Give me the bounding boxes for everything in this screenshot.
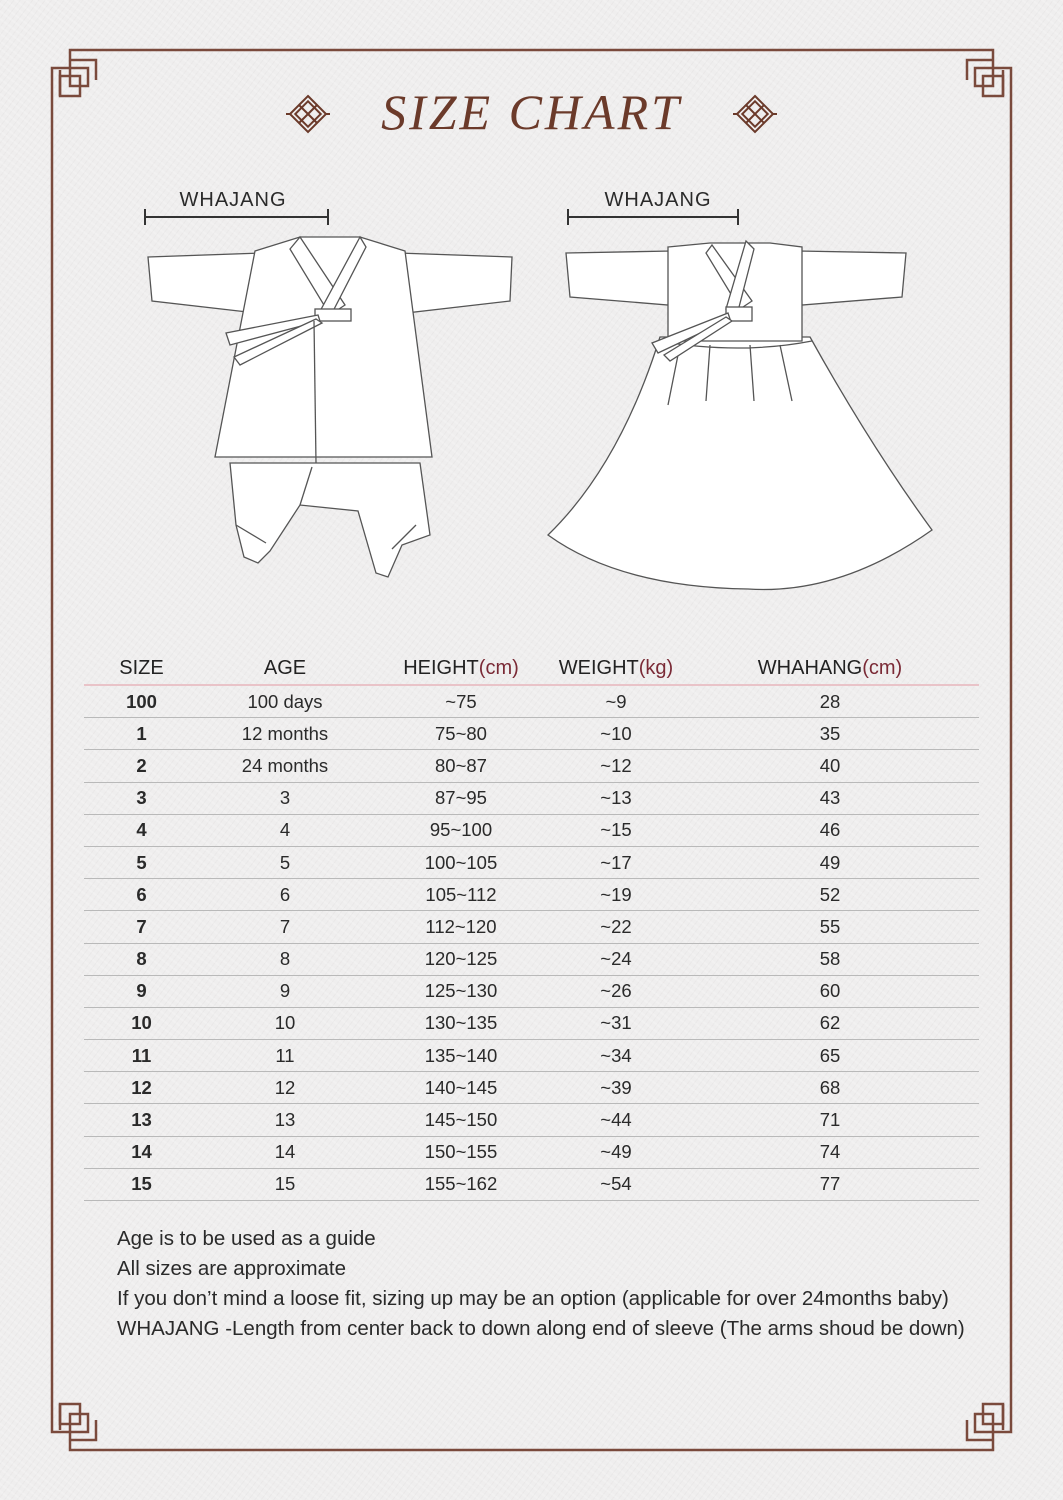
whahang-cell: 62 bbox=[681, 1007, 979, 1039]
size-cell: 12 bbox=[84, 1072, 199, 1104]
table-row bbox=[84, 1136, 979, 1168]
height-cell: 120~125 bbox=[371, 943, 551, 975]
size-cell: 5 bbox=[84, 846, 199, 878]
table-row bbox=[84, 1007, 979, 1039]
weight-cell: ~54 bbox=[551, 1168, 681, 1200]
whahang-cell: 35 bbox=[681, 718, 979, 750]
age-cell: 8 bbox=[199, 943, 371, 975]
note-line: WHAJANG -Length from center back to down along end of sleeve (The arms shoud be down) bbox=[117, 1317, 965, 1340]
size-table-body bbox=[84, 685, 979, 1201]
column-header-height: HEIGHT(cm) bbox=[371, 646, 551, 685]
weight-cell: ~10 bbox=[551, 718, 681, 750]
whahang-cell: 60 bbox=[681, 975, 979, 1007]
weight-cell: ~31 bbox=[551, 1007, 681, 1039]
table-row bbox=[84, 782, 979, 814]
age-cell: 3 bbox=[199, 782, 371, 814]
age-cell: 11 bbox=[199, 1040, 371, 1072]
column-header-weight: WEIGHT(kg) bbox=[551, 646, 681, 685]
column-header-whahang: WHAHANG(cm) bbox=[681, 646, 979, 685]
whahang-cell: 55 bbox=[681, 911, 979, 943]
weight-cell: ~12 bbox=[551, 750, 681, 782]
height-cell: 140~145 bbox=[371, 1072, 551, 1104]
size-cell: 6 bbox=[84, 879, 199, 911]
table-row bbox=[84, 685, 979, 718]
height-cell: 150~155 bbox=[371, 1136, 551, 1168]
age-cell: 12 bbox=[199, 1072, 371, 1104]
age-cell: 13 bbox=[199, 1104, 371, 1136]
table-row bbox=[84, 1104, 979, 1136]
girl-hanbok-illustration bbox=[540, 205, 940, 595]
weight-cell: ~26 bbox=[551, 975, 681, 1007]
weight-cell: ~49 bbox=[551, 1136, 681, 1168]
weight-cell: ~15 bbox=[551, 814, 681, 846]
age-cell: 12 months bbox=[199, 718, 371, 750]
weight-cell: ~22 bbox=[551, 911, 681, 943]
table-row bbox=[84, 879, 979, 911]
weight-cell: ~17 bbox=[551, 846, 681, 878]
page-title: SIZE CHART bbox=[381, 84, 682, 140]
table-row bbox=[84, 1168, 979, 1200]
table-row bbox=[84, 846, 979, 878]
age-cell: 4 bbox=[199, 814, 371, 846]
whahang-cell: 52 bbox=[681, 879, 979, 911]
size-cell: 14 bbox=[84, 1136, 199, 1168]
whajang-label-right: WHAJANG bbox=[604, 189, 712, 211]
note-line: Age is to be used as a guide bbox=[117, 1227, 376, 1250]
table-row bbox=[84, 1040, 979, 1072]
height-cell: 130~135 bbox=[371, 1007, 551, 1039]
table-row bbox=[84, 1072, 979, 1104]
height-cell: 105~112 bbox=[371, 879, 551, 911]
whahang-cell: 71 bbox=[681, 1104, 979, 1136]
size-cell: 10 bbox=[84, 1007, 199, 1039]
height-cell: 145~150 bbox=[371, 1104, 551, 1136]
size-cell: 15 bbox=[84, 1168, 199, 1200]
size-cell: 7 bbox=[84, 911, 199, 943]
table-header-row bbox=[84, 646, 979, 685]
height-cell: 87~95 bbox=[371, 782, 551, 814]
height-cell: ~75 bbox=[371, 685, 551, 718]
whahang-cell: 74 bbox=[681, 1136, 979, 1168]
age-cell: 10 bbox=[199, 1007, 371, 1039]
table-row bbox=[84, 814, 979, 846]
weight-cell: ~9 bbox=[551, 685, 681, 718]
age-cell: 15 bbox=[199, 1168, 371, 1200]
table-row bbox=[84, 911, 979, 943]
table-row bbox=[84, 943, 979, 975]
note-line: If you don’t mind a loose fit, sizing up may be an option (applicable for over 24months baby) bbox=[117, 1287, 949, 1310]
size-table bbox=[84, 646, 979, 1201]
size-cell: 1 bbox=[84, 718, 199, 750]
weight-cell: ~13 bbox=[551, 782, 681, 814]
note-line: All sizes are approximate bbox=[117, 1257, 347, 1280]
size-cell: 11 bbox=[84, 1040, 199, 1072]
weight-cell: ~39 bbox=[551, 1072, 681, 1104]
height-cell: 112~120 bbox=[371, 911, 551, 943]
whahang-cell: 58 bbox=[681, 943, 979, 975]
whahang-cell: 77 bbox=[681, 1168, 979, 1200]
age-cell: 7 bbox=[199, 911, 371, 943]
whajang-label-left: WHAJANG bbox=[179, 189, 287, 211]
size-cell: 2 bbox=[84, 750, 199, 782]
weight-cell: ~24 bbox=[551, 943, 681, 975]
column-header-age: AGE bbox=[199, 646, 371, 685]
boy-hanbok-illustration bbox=[140, 205, 520, 585]
height-cell: 125~130 bbox=[371, 975, 551, 1007]
weight-cell: ~19 bbox=[551, 879, 681, 911]
size-cell: 8 bbox=[84, 943, 199, 975]
size-cell: 100 bbox=[84, 685, 199, 718]
size-notes bbox=[117, 1224, 965, 1344]
table-row bbox=[84, 750, 979, 782]
size-cell: 3 bbox=[84, 782, 199, 814]
knot-ornament-right-icon bbox=[733, 92, 777, 136]
weight-cell: ~34 bbox=[551, 1040, 681, 1072]
weight-cell: ~44 bbox=[551, 1104, 681, 1136]
height-cell: 80~87 bbox=[371, 750, 551, 782]
table-row bbox=[84, 718, 979, 750]
height-cell: 100~105 bbox=[371, 846, 551, 878]
whahang-cell: 49 bbox=[681, 846, 979, 878]
age-cell: 14 bbox=[199, 1136, 371, 1168]
height-cell: 135~140 bbox=[371, 1040, 551, 1072]
height-cell: 75~80 bbox=[371, 718, 551, 750]
table-row bbox=[84, 975, 979, 1007]
whahang-cell: 46 bbox=[681, 814, 979, 846]
whahang-cell: 40 bbox=[681, 750, 979, 782]
size-cell: 4 bbox=[84, 814, 199, 846]
age-cell: 5 bbox=[199, 846, 371, 878]
age-cell: 100 days bbox=[199, 685, 371, 718]
height-cell: 155~162 bbox=[371, 1168, 551, 1200]
age-cell: 9 bbox=[199, 975, 371, 1007]
whahang-cell: 65 bbox=[681, 1040, 979, 1072]
whahang-cell: 43 bbox=[681, 782, 979, 814]
size-cell: 13 bbox=[84, 1104, 199, 1136]
height-cell: 95~100 bbox=[371, 814, 551, 846]
whahang-cell: 28 bbox=[681, 685, 979, 718]
whahang-cell: 68 bbox=[681, 1072, 979, 1104]
column-header-size: SIZE bbox=[84, 646, 199, 685]
size-cell: 9 bbox=[84, 975, 199, 1007]
age-cell: 6 bbox=[199, 879, 371, 911]
age-cell: 24 months bbox=[199, 750, 371, 782]
